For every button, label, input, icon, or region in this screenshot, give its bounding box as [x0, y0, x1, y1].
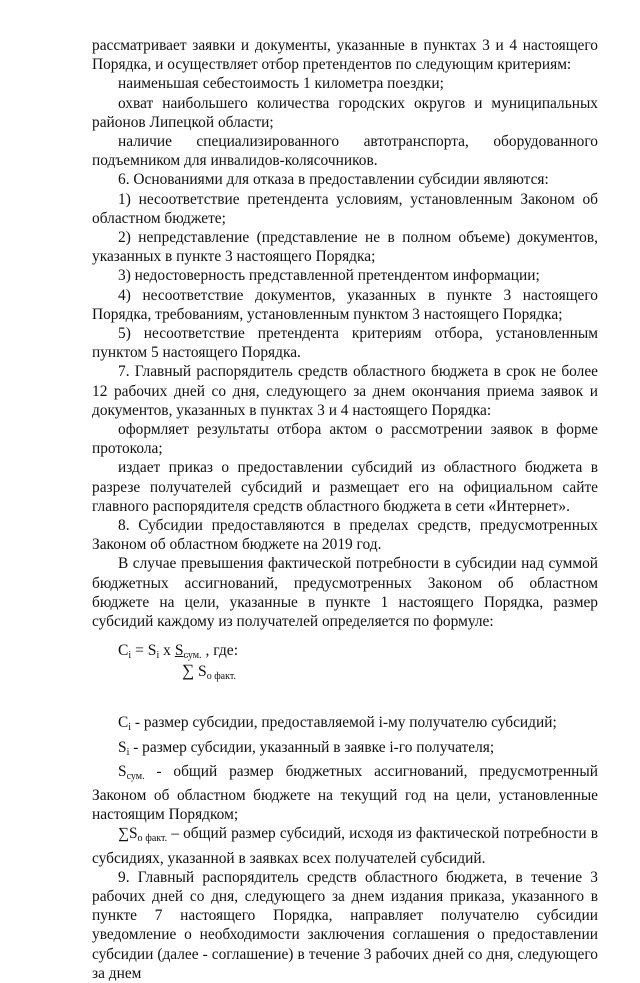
refusal-item: 5) несоответствие претендента критериям отбора, установленным пунктом 5 настоящего Порядка.	[92, 325, 598, 362]
definition-text: – общий размер субсидий, исходя из фактической потребности в субсидиях, указанной в заявках всех получателей субсидий.	[92, 825, 599, 867]
definition-symbol: S	[118, 762, 127, 780]
definition-subscript: i	[126, 746, 130, 758]
action-item: оформляет результаты отбора актом о рассмотрении заявок в форме протокола;	[92, 421, 598, 458]
action-item: издает приказ о предоставлении субсидий из областного бюджета в разрезе получателей субсидий и размещает его на официальном сайте главного распорядителя средств областного бюджета в сети «Интернет».	[92, 459, 598, 515]
formula-symbol: S	[194, 663, 207, 681]
criterion-item: наличие специализированного автотранспорта, оборудованного подъемником для инвалидов-колясочников.	[92, 133, 598, 170]
criterion-item: наименьшая себестоимость 1 километра поездки;	[118, 75, 444, 93]
refusal-item: 1) несоответствие претендента условиям, установленным Законом об областном бюджете;	[92, 190, 598, 227]
formula-symbol: C	[118, 642, 129, 660]
definition-item	[92, 762, 598, 825]
refusal-item: 4) несоответствие документов, указанных в пункте 3 настоящего Порядка, требованиям, установленным пунктом 3 настоящего Порядка;	[92, 286, 598, 323]
definition-symbol: ∑S	[118, 825, 138, 843]
definition-item	[92, 824, 598, 867]
definition-item	[92, 713, 598, 737]
criterion-item: охват наибольшего количества городских округов и муниципальных районов Липецкой области;	[92, 94, 598, 131]
paragraph: рассматривает заявки и документы, указанные в пунктах 3 и 4 настоящего Порядка, и осуществляет отбор претендентов по следующим критериям:	[92, 37, 598, 74]
subsidy-formula	[92, 635, 598, 711]
formula-symbol: S	[147, 642, 157, 660]
paragraph: В случае превышения фактической потребности в субсидии над суммой бюджетных ассигнований, предусмотренных Законом об областном бюджете на цели, указанные в пункте 1 настоящего Порядка, размер субсидий каждому из получателей определяется по формуле:	[92, 555, 598, 631]
formula-numerator	[174, 642, 202, 662]
formula-symbol: S	[174, 642, 184, 660]
refusal-item: 3) недостоверность представленной претендентом информации;	[118, 267, 540, 285]
definition-symbol: S	[118, 738, 127, 756]
formula-subscript: i	[128, 650, 132, 662]
definition-subscript: сум.	[126, 770, 145, 782]
definition-subscript: i	[128, 722, 132, 734]
paragraph-section-6: 6. Основаниями для отказа в предоставлении субсидии являются:	[118, 171, 549, 189]
formula-subscript: о факт.	[206, 671, 236, 683]
definition-item	[92, 738, 598, 762]
document-body	[92, 36, 598, 983]
definition-text: - размер субсидии, указанный в заявке i-го получателя;	[129, 738, 495, 756]
formula-subscript: i	[156, 650, 160, 662]
formula-subscript: сум.	[183, 650, 202, 662]
refusal-item: 2) непредставление (представление не в полном объеме) документов, указанных в пункте 3 настоящего Порядка;	[92, 229, 598, 266]
paragraph-section-8: 8. Субсидии предоставляются в пределах средств, предусмотренных Законом об областном бюджете на 2019 год.	[92, 517, 598, 554]
formula-denominator	[182, 661, 236, 686]
definition-subscript: о факт.	[137, 833, 168, 845]
definition-symbol: C	[118, 714, 129, 732]
paragraph-section-7: 7. Главный распорядитель средств областного бюджета в срок не более 12 рабочих дней со дня, следующего за днем окончания приема заявок и документов, указанных в пунктах 3 и 4 настоящего Порядка:	[92, 363, 598, 419]
formula-operator: x	[159, 642, 175, 660]
definition-text: - размер субсидии, предоставляемой i-му получателю субсидий;	[131, 714, 557, 732]
formula-where: , где:	[201, 642, 239, 660]
formula-operator: =	[131, 642, 148, 660]
sum-symbol: ∑	[182, 661, 195, 681]
definition-text: - общий размер бюджетных ассигнований, предусмотренный Законом об областном бюджете на текущий год на цели, установленные настоящим Порядком;	[92, 762, 598, 824]
paragraph-section-9: 9. Главный распорядитель средств областного бюджета, в течение 3 рабочих дней со дня, следующего за днем издания приказа, указанного в пункте 7 настоящего Порядка, направляет получателю субсидии уведомление о необходимости заключения соглашения о предоставлении субсидии (далее - соглашение) в течение 3 рабочих дней со дня, следующего за днем	[92, 868, 598, 982]
